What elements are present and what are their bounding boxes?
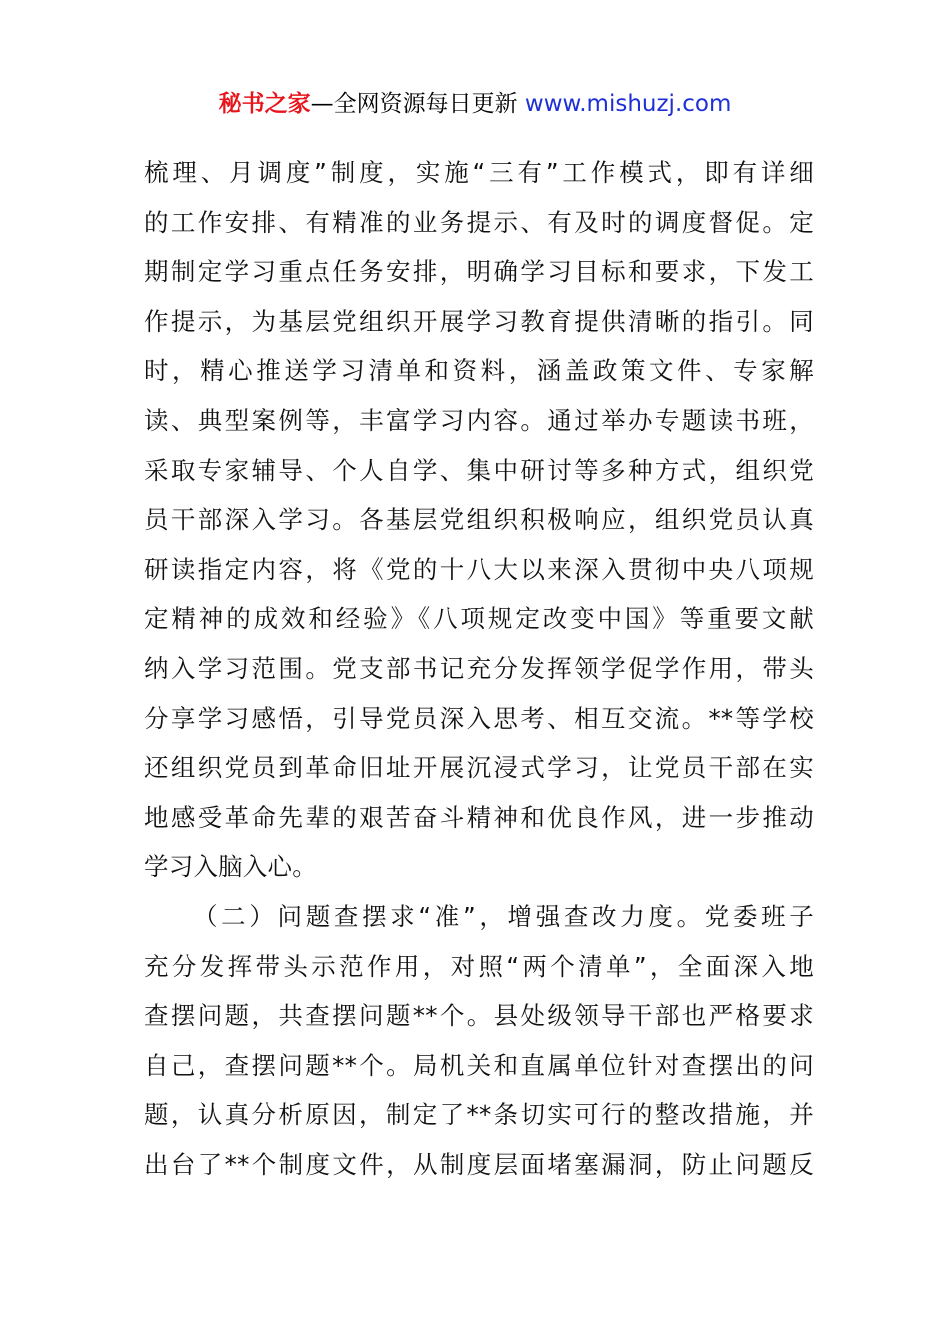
text-line: 作提示，为基层党组织开展学习教育提供清晰的指引。同 xyxy=(144,306,814,336)
text-line-paragraph-end: 学习入脑入心。 xyxy=(144,852,317,882)
text-line: 自己，查摆问题**个。局机关和直属单位针对查摆出的问 xyxy=(144,1050,814,1080)
text-line: 纳入学习范围。党支部书记充分发挥领学促学作用，带头 xyxy=(144,653,814,683)
text-line: 的工作安排、有精准的业务提示、有及时的调度督促。定 xyxy=(144,207,814,237)
site-url-link[interactable]: www.mishuzj.com xyxy=(524,91,732,117)
text-line: 研读指定内容，将《党的十八大以来深入贯彻中央八项规 xyxy=(144,554,814,584)
text-line: 出台了**个制度文件，从制度层面堵塞漏洞，防止问题反 xyxy=(144,1149,814,1179)
text-line: 采取专家辅导、个人自学、集中研讨等多种方式，组织党 xyxy=(144,455,814,485)
site-brand: 秘书之家 xyxy=(218,91,311,117)
text-line: 期制定学习重点任务安排，明确学习目标和要求，下发工 xyxy=(144,257,814,287)
text-line: 定精神的成效和经验》《八项规定改变中国》等重要文献 xyxy=(144,604,814,634)
site-header xyxy=(0,86,950,122)
text-line-paragraph-start: （二）问题查摆求“准”，增强查改力度。党委班子 xyxy=(193,901,814,931)
text-line: 时，精心推送学习清单和资料，涵盖政策文件、专家解 xyxy=(144,356,814,386)
text-line: 读、典型案例等，丰富学习内容。通过举办专题读书班， xyxy=(144,405,814,435)
text-line: 题，认真分析原因，制定了**条切实可行的整改措施，并 xyxy=(144,1100,814,1130)
text-line: 梳理、月调度”制度，实施“三有”工作模式，即有详细 xyxy=(144,158,814,187)
text-line: 还组织党员到革命旧址开展沉浸式学习，让党员干部在实 xyxy=(144,753,814,783)
document-body xyxy=(144,148,814,1189)
text-line: 充分发挥带头示范作用，对照“两个清单”，全面深入地 xyxy=(144,951,814,981)
text-line: 地感受革命先辈的艰苦奋斗精神和优良作风，进一步推动 xyxy=(144,802,814,832)
text-line: 分享学习感悟，引导党员深入思考、相互交流。**等学校 xyxy=(144,703,814,733)
site-tagline: —全网资源每日更新 xyxy=(310,91,518,117)
text-line: 员干部深入学习。各基层党组织积极响应，组织党员认真 xyxy=(144,505,814,535)
text-line: 查摆问题，共查摆问题**个。县处级领导干部也严格要求 xyxy=(144,1001,814,1031)
